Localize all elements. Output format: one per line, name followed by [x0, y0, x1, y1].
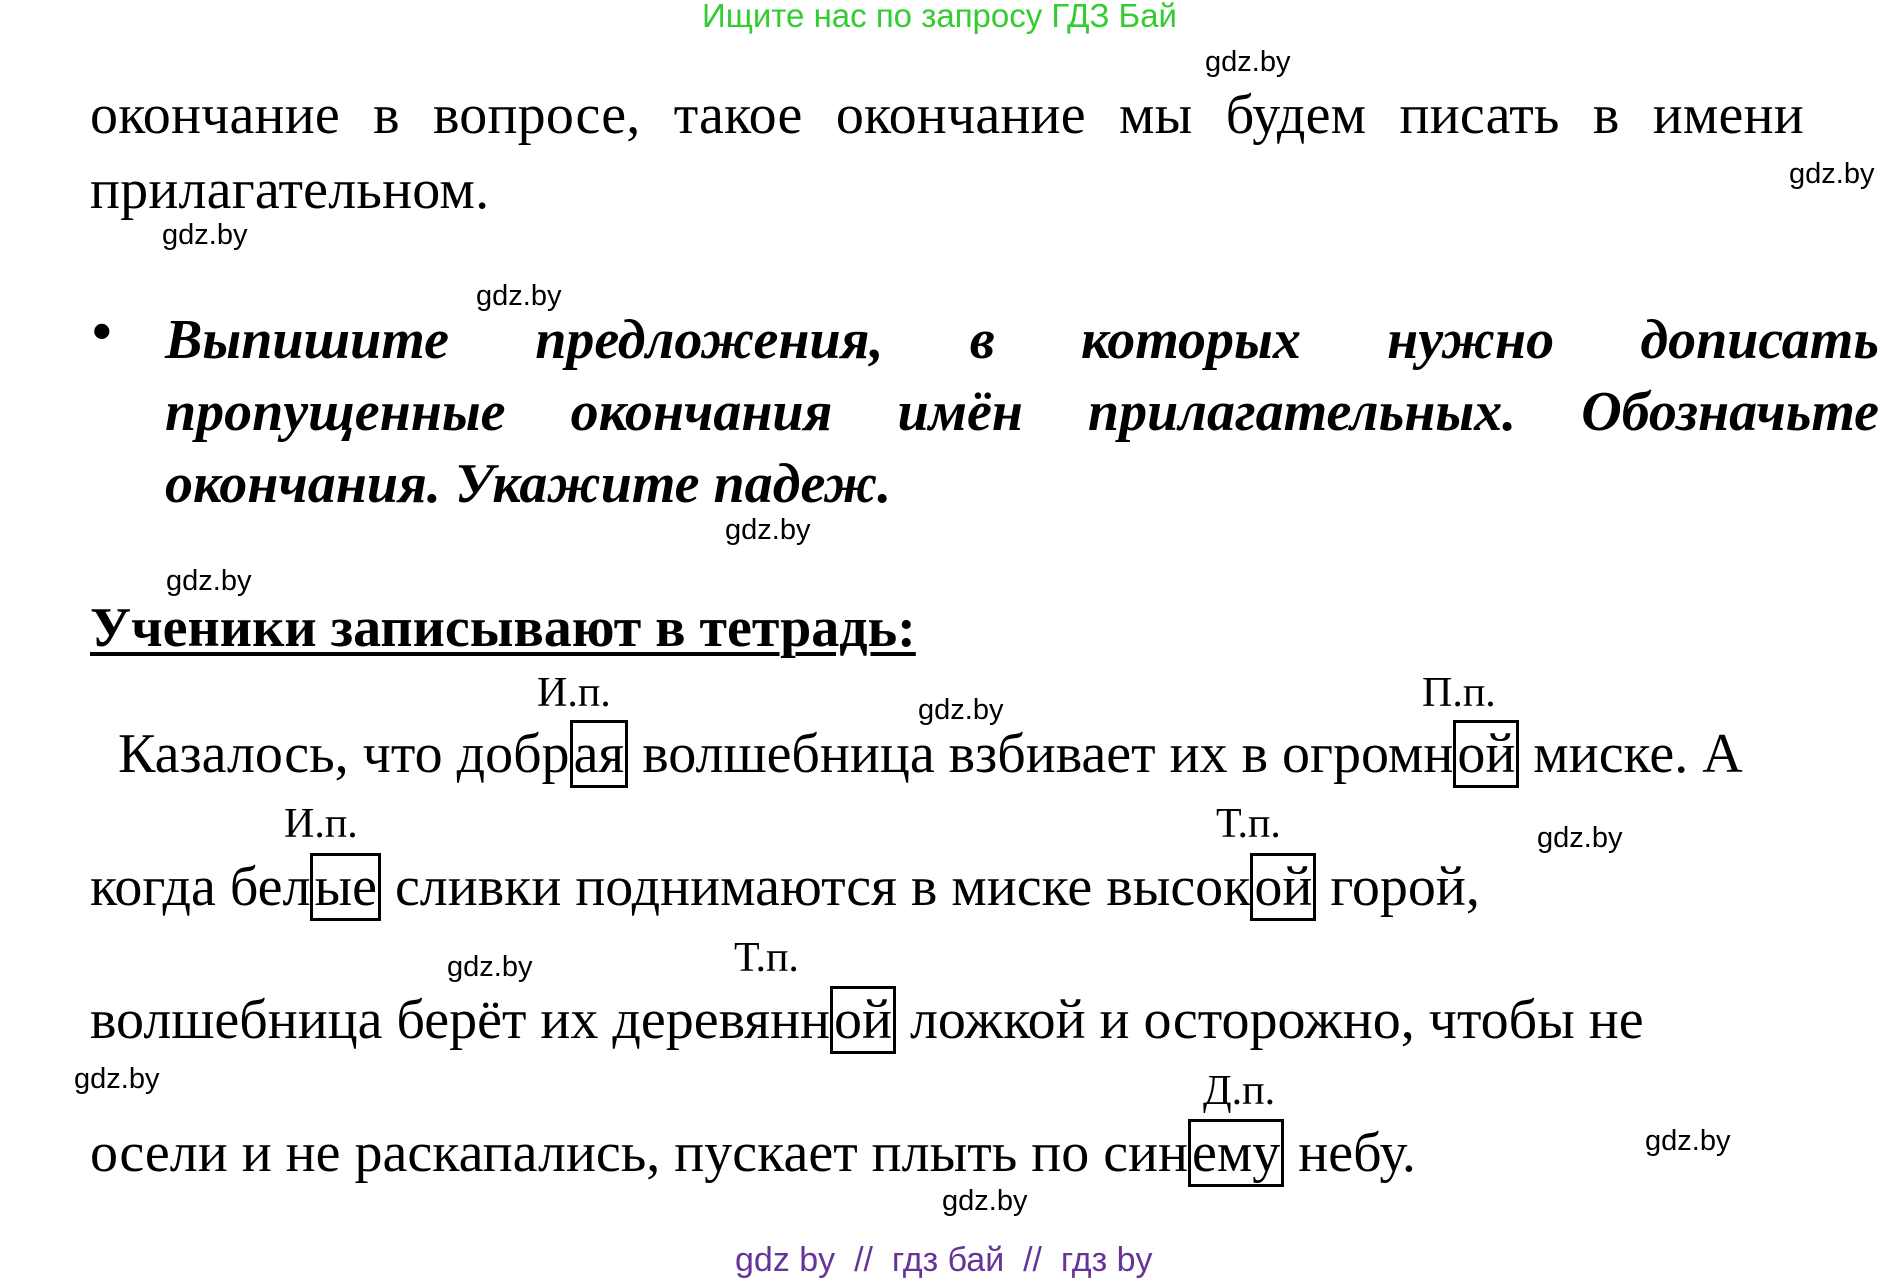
task-line-3: окончания. Укажите падеж. [165, 453, 892, 515]
case-label: Д.п. [1203, 1068, 1276, 1114]
case-label: П.п. [1422, 670, 1496, 716]
ending-box: ему [1188, 1119, 1284, 1187]
word: писать [1399, 84, 1560, 146]
word: пропущенные [165, 381, 506, 443]
text-segment: осели и не раскапались, пускает плыть по син [90, 1122, 1188, 1184]
text-segment: когда бел [90, 856, 311, 918]
case-label: И.п. [537, 670, 611, 716]
word: нужно [1387, 309, 1555, 371]
word: Выпишите [165, 309, 449, 371]
text-segment: волшебница взбивает их в огромн [628, 723, 1454, 785]
word: имён [897, 381, 1023, 443]
word: в [1592, 84, 1620, 146]
sentence-line-4 [90, 1121, 1416, 1185]
watermark: gdz.by [725, 514, 811, 546]
word: такое [673, 84, 803, 146]
word: окончание [835, 84, 1086, 146]
watermark: gdz.by [162, 219, 248, 251]
word: в [373, 84, 400, 146]
watermark: gdz.by [942, 1185, 1028, 1217]
word: имени [1652, 84, 1804, 146]
word: мы [1119, 84, 1193, 146]
word: будем [1225, 84, 1367, 146]
bullet-icon: • [92, 301, 112, 363]
watermark: gdz.by [918, 694, 1004, 726]
intro-line-1 [90, 80, 1804, 150]
case-label: Т.п. [734, 935, 799, 981]
ending-box: ой [1250, 853, 1316, 921]
word: прилагательных. [1087, 381, 1517, 443]
text-segment: волшебница берёт их деревянн [90, 989, 831, 1051]
text-segment: Казалось, что добр [118, 723, 570, 785]
watermark: gdz.by [1537, 822, 1623, 854]
case-label: И.п. [284, 801, 358, 847]
footer-links: gdz by // гдз бай // гдз by [735, 1241, 1153, 1279]
word: Обозначьте [1581, 381, 1879, 443]
word: окончания [570, 381, 833, 443]
site-banner: Ищите нас по запросу ГДЗ Бай [702, 0, 1177, 34]
watermark: gdz.by [1205, 46, 1291, 78]
word: предложения, [535, 309, 884, 371]
word: которых [1080, 309, 1301, 371]
word: вопросе, [433, 84, 641, 146]
word: окончание [90, 84, 340, 146]
watermark: gdz.by [1789, 158, 1875, 190]
intro-line-2: прилагательном. [90, 159, 490, 221]
word: в [969, 309, 995, 371]
task-line-2 [165, 376, 1879, 448]
watermark: gdz.by [476, 280, 562, 312]
ending-box: ые [310, 853, 380, 921]
task-line-1 [165, 304, 1879, 376]
case-label: Т.п. [1216, 801, 1281, 847]
watermark: gdz.by [1645, 1125, 1731, 1157]
sentence-line-3 [90, 988, 1644, 1052]
sentence-line-1 [118, 722, 1743, 786]
watermark: gdz.by [166, 565, 252, 597]
text-segment: миске. А [1519, 723, 1743, 785]
ending-box: ой [830, 986, 896, 1054]
watermark: gdz.by [447, 951, 533, 983]
text-segment: горой, [1316, 856, 1480, 918]
watermark: gdz.by [74, 1063, 160, 1095]
ending-box: ая [570, 720, 629, 788]
text-segment: ложкой и осторожно, чтобы не [895, 989, 1644, 1051]
word: дописать [1640, 309, 1879, 371]
ending-box: ой [1453, 720, 1519, 788]
sentence-line-2 [90, 855, 1480, 919]
section-heading: Ученики записывают в тетрадь: [90, 597, 916, 659]
text-segment: небу. [1284, 1122, 1416, 1184]
text-segment: сливки поднимаются в миске высок [380, 856, 1251, 918]
